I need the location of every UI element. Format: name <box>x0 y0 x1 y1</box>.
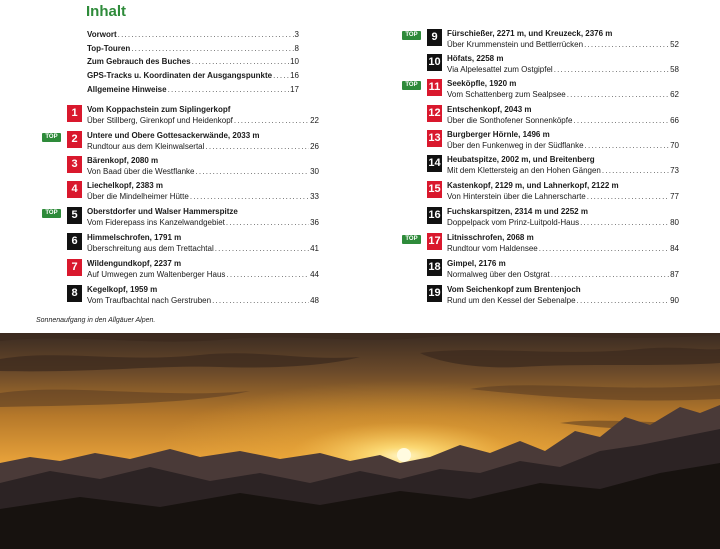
tour-number-badge: 6 <box>67 233 82 250</box>
front-matter-list <box>87 30 299 98</box>
tour-subtitle-row <box>447 115 679 126</box>
tour-entry-text <box>87 258 319 280</box>
tour-entry-text <box>87 104 319 126</box>
page-number: 17 <box>290 84 299 94</box>
toc-front-label: Allgemeine Hinweise <box>87 84 167 94</box>
tour-title: Entschenkopf, 2043 m <box>447 105 532 114</box>
leader-dots <box>190 191 309 202</box>
page-number: 58 <box>670 65 679 74</box>
tour-title: Vom Koppachstein zum Siplingerkopf <box>87 105 231 114</box>
toc-front-label: Top-Touren <box>87 43 131 53</box>
page-number: 36 <box>310 218 319 227</box>
page-number: 16 <box>290 71 299 81</box>
tour-subtitle: Vom Fiderepass ins Kanzelwandgebiet <box>87 218 225 227</box>
tour-subtitle: Rundtour aus dem Kleinwalsertal <box>87 142 205 151</box>
tour-title: Seeköpfle, 1920 m <box>447 79 517 88</box>
tour-subtitle-row <box>87 243 319 254</box>
page-number: 62 <box>670 90 679 99</box>
tour-entry-text <box>447 180 679 202</box>
tour-number-badge: 11 <box>427 79 442 96</box>
tour-subtitle-row <box>87 191 319 202</box>
toc-front-label: Zum Gebrauch des Buches <box>87 57 191 67</box>
page-number: 48 <box>310 296 319 305</box>
page-number: 22 <box>310 116 319 125</box>
leader-dots <box>192 57 290 66</box>
page-number: 73 <box>670 166 679 175</box>
tour-entry-text <box>447 129 679 151</box>
toc-front-item[interactable] <box>87 57 299 71</box>
tour-title: Burgberger Hörnle, 1496 m <box>447 130 550 139</box>
tour-entry-text <box>87 180 319 202</box>
tour-subtitle-row <box>87 269 319 280</box>
tour-subtitle: Über Krummenstein und Bettlerrücken <box>447 40 584 49</box>
leader-dots <box>273 71 289 80</box>
top-badge: TOP <box>42 209 61 218</box>
tour-number-badge: 5 <box>67 207 82 224</box>
toc-front-item[interactable] <box>87 44 299 58</box>
page-title: Inhalt <box>86 3 126 20</box>
toc-front-item[interactable] <box>87 30 299 44</box>
tour-subtitle: Überschreitung aus dem Trettachtal <box>87 244 214 253</box>
tour-subtitle-row <box>87 217 319 228</box>
tour-entry-text <box>447 28 679 50</box>
page-number: 70 <box>670 141 679 150</box>
tour-title: Liechelkopf, 2383 m <box>87 181 164 190</box>
page-number: 66 <box>670 116 679 125</box>
tour-number-badge: 17 <box>427 233 442 250</box>
leader-dots <box>539 243 669 254</box>
tour-subtitle: Über die Mindelheimer Hütte <box>87 192 189 201</box>
tour-title: Wildengundkopf, 2237 m <box>87 259 182 268</box>
tour-title: Litnisschrofen, 2068 m <box>447 233 534 242</box>
tour-number-badge: 4 <box>67 181 82 198</box>
tour-subtitle-row <box>447 269 679 280</box>
tour-entry-text <box>87 232 319 254</box>
leader-dots <box>226 269 309 280</box>
tour-number-badge: 2 <box>67 131 82 148</box>
page-number: 33 <box>310 192 319 201</box>
tour-subtitle-row <box>87 166 319 177</box>
tour-entry-text <box>447 104 679 126</box>
tour-subtitle: Normalweg über den Ostgrat <box>447 270 550 279</box>
tour-subtitle-row <box>447 39 679 50</box>
tour-number-badge: 1 <box>67 105 82 122</box>
tour-entry-text <box>87 206 319 228</box>
leader-dots <box>584 39 669 50</box>
toc-front-item[interactable] <box>87 71 299 85</box>
tour-subtitle-row <box>447 295 679 306</box>
page-number: 80 <box>670 218 679 227</box>
page-number: 10 <box>290 57 299 67</box>
tour-subtitle: Doppelpack vom Prinz-Luitpold-Haus <box>447 218 580 227</box>
photo-caption: Sonnenaufgang in den Allgäuer Alpen. <box>36 317 156 324</box>
leader-dots <box>602 165 669 176</box>
tour-entry-text <box>447 232 679 254</box>
tour-subtitle: Von Baad über die Westflanke <box>87 167 195 176</box>
tour-subtitle-row <box>447 243 679 254</box>
tour-entry-text <box>87 284 319 306</box>
tour-entry-text <box>447 78 679 100</box>
tour-subtitle: Von Hinterstein über die Lahnerscharte <box>447 192 586 201</box>
tour-subtitle: Rund um den Kessel der Sebenalpe <box>447 296 576 305</box>
page-number: 90 <box>670 296 679 305</box>
tour-subtitle: Über die Sonthofener Sonnenköpfe <box>447 116 573 125</box>
tour-subtitle: Via Alpelesattel zum Ostgipfel <box>447 65 553 74</box>
leader-dots <box>585 140 670 151</box>
tour-title: Fuchskarspitzen, 2314 m und 2252 m <box>447 207 588 216</box>
tour-subtitle: Über Stillberg, Girenkopf und Heidenkopf <box>87 116 233 125</box>
toc-front-label: Vorwort <box>87 30 117 39</box>
tour-number-badge: 8 <box>67 285 82 302</box>
tour-number-badge: 13 <box>427 130 442 147</box>
leader-dots <box>551 269 669 280</box>
tour-subtitle-row <box>87 115 319 126</box>
tour-subtitle-row <box>447 64 679 75</box>
tour-subtitle: Vom Traufbachtal nach Gerstruben <box>87 296 212 305</box>
page-number: 52 <box>670 40 679 49</box>
tour-subtitle-row <box>87 141 319 152</box>
page-number: 8 <box>294 43 299 53</box>
page-number: 44 <box>310 270 319 279</box>
tour-subtitle: Vom Schattenberg zum Sealpsee <box>447 90 566 99</box>
tour-subtitle: Auf Umwegen zum Waltenberger Haus <box>87 270 226 279</box>
tour-title: Fürschießer, 2271 m, und Kreuzeck, 2376 m <box>447 29 613 38</box>
page-number: 30 <box>310 167 319 176</box>
tour-subtitle-row <box>447 165 679 176</box>
leader-dots <box>168 85 290 94</box>
tour-title: Heubatspitze, 2002 m, und Breitenberg <box>447 155 595 164</box>
tour-number-badge: 9 <box>427 29 442 46</box>
tour-title: Himmelschrofen, 1791 m <box>87 233 182 242</box>
top-badge: TOP <box>402 81 421 90</box>
tour-title: Vom Seichenkopf zum Brentenjoch <box>447 285 581 294</box>
leader-dots <box>580 217 669 228</box>
tour-entry-text <box>447 154 679 176</box>
tour-title: Kegelkopf, 1959 m <box>87 285 158 294</box>
leader-dots <box>118 30 294 39</box>
leader-dots <box>195 166 309 177</box>
toc-front-label: GPS-Tracks u. Koordinaten der Ausgangspunkte <box>87 71 273 81</box>
tour-title: Bärenkopf, 2080 m <box>87 156 159 165</box>
tour-entry-text <box>87 155 319 177</box>
page-number: 87 <box>670 270 679 279</box>
tour-entry-text <box>447 206 679 228</box>
leader-dots <box>234 115 309 126</box>
tour-number-badge: 18 <box>427 259 442 276</box>
tour-title: Kastenkopf, 2129 m, und Lahnerkopf, 2122 m <box>447 181 619 190</box>
tour-subtitle-row <box>447 140 679 151</box>
tour-entry-text <box>447 258 679 280</box>
top-badge: TOP <box>402 235 421 244</box>
top-badge: TOP <box>42 133 61 142</box>
tour-subtitle: Rundtour vom Haldensee <box>447 244 538 253</box>
page-number: 77 <box>670 192 679 201</box>
tour-entry-text <box>447 53 679 75</box>
tour-number-badge: 12 <box>427 105 442 122</box>
tour-subtitle: Mit dem Klettersteig an den Hohen Gängen <box>447 166 601 175</box>
page-number: 26 <box>310 142 319 151</box>
page-number: 41 <box>310 244 319 253</box>
sunrise-photo <box>0 333 720 549</box>
page-number: 3 <box>294 30 299 39</box>
toc-front-item[interactable] <box>87 85 299 99</box>
leader-dots <box>567 89 669 100</box>
tour-number-badge: 19 <box>427 285 442 302</box>
tour-number-badge: 14 <box>427 155 442 172</box>
top-badge: TOP <box>402 31 421 40</box>
tour-subtitle-row <box>87 295 319 306</box>
leader-dots <box>226 217 309 228</box>
tour-title: Oberstdorfer und Walser Hammerspitze <box>87 207 238 216</box>
leader-dots <box>205 141 309 152</box>
tour-title: Gimpel, 2176 m <box>447 259 506 268</box>
leader-dots <box>587 191 669 202</box>
tour-subtitle: Über den Funkenweg in der Südflanke <box>447 141 584 150</box>
tour-entry-text <box>447 284 679 306</box>
leader-dots <box>577 295 670 306</box>
leader-dots <box>573 115 669 126</box>
tour-number-badge: 16 <box>427 207 442 224</box>
tour-subtitle-row <box>447 191 679 202</box>
leader-dots <box>554 64 669 75</box>
tour-number-badge: 10 <box>427 54 442 71</box>
tour-entry-text <box>87 130 319 152</box>
leader-dots <box>131 44 293 53</box>
tour-subtitle-row <box>447 217 679 228</box>
tour-title: Untere und Obere Gottesackerwände, 2033 m <box>87 131 260 140</box>
tour-number-badge: 7 <box>67 259 82 276</box>
tour-number-badge: 15 <box>427 181 442 198</box>
page-number: 84 <box>670 244 679 253</box>
tour-number-badge: 3 <box>67 156 82 173</box>
leader-dots <box>215 243 309 254</box>
tour-subtitle-row <box>447 89 679 100</box>
tour-title: Höfats, 2258 m <box>447 54 504 63</box>
leader-dots <box>212 295 309 306</box>
